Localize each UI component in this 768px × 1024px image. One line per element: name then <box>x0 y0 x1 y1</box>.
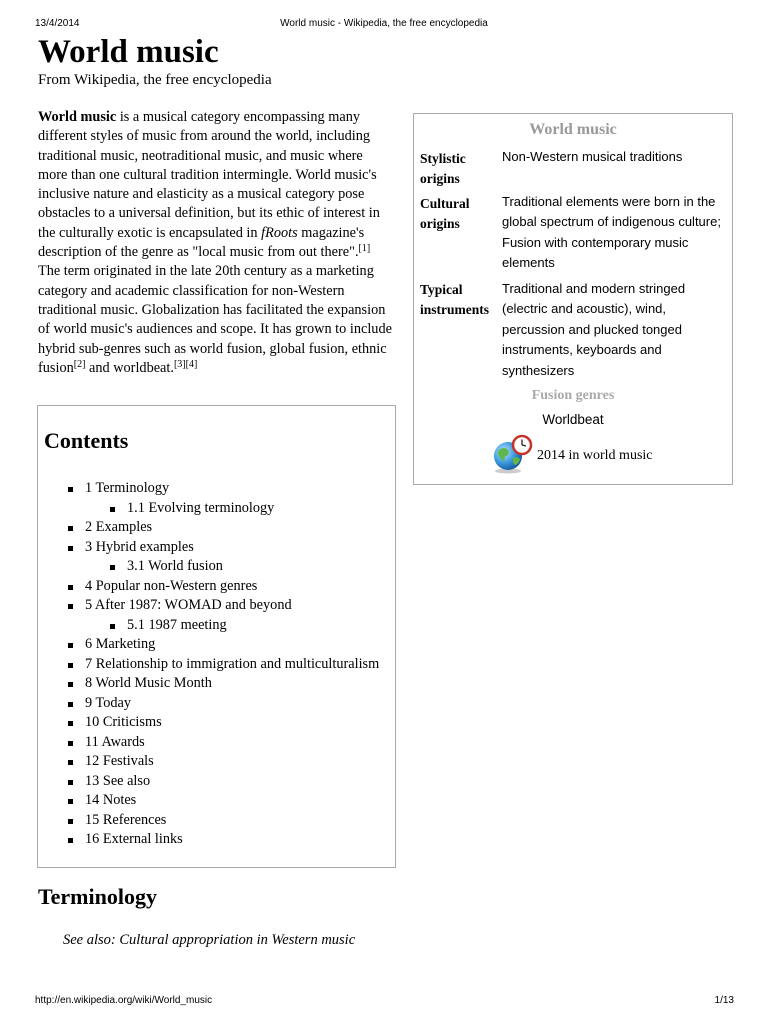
toc-item[interactable]: 2 Examples <box>38 518 379 538</box>
section-heading-terminology: Terminology <box>38 884 157 909</box>
toc-item[interactable]: 14 Notes <box>38 791 379 811</box>
toc-item[interactable]: 10 Criticisms <box>38 713 379 733</box>
toc-item[interactable]: 6 Marketing <box>38 635 379 655</box>
print-page-number: 1/13 <box>714 995 734 1006</box>
toc-list <box>38 479 379 850</box>
ref-1-link[interactable]: [1] <box>358 243 371 255</box>
article-tagline: From Wikipedia, the free encyclopedia <box>38 72 272 88</box>
print-date: 13/4/2014 <box>35 18 80 29</box>
ref-3-link[interactable]: [3] <box>173 358 186 370</box>
froots-link[interactable]: fRoots <box>261 224 298 241</box>
toc-item[interactable]: 3.1 World fusion <box>38 557 379 577</box>
intro-bold-term: World music <box>38 109 117 125</box>
infobox-value-typical-instruments: Traditional and modern stringed (electric and acoustic), wind, percussion and plucked tonged instruments, keyboards and synthesizers <box>502 281 686 378</box>
infobox-value-stylistic-origins[interactable]: Non-Western musical traditions <box>502 149 683 164</box>
infobox <box>413 113 733 485</box>
see-also-link[interactable]: See also: Cultural appropriation in Western music <box>63 932 356 948</box>
infobox-year-text[interactable]: 2014 in world music <box>537 448 653 463</box>
infobox-year-link[interactable] <box>491 436 653 476</box>
toc-item[interactable]: 8 World Music Month <box>38 674 379 694</box>
toc-item[interactable]: 7 Relationship to immigration and multiculturalism <box>38 655 379 675</box>
ref-4-link[interactable]: [4] <box>185 358 198 370</box>
infobox-title: World music <box>529 121 617 138</box>
print-url: http://en.wikipedia.org/wiki/World_music <box>35 995 213 1006</box>
toc-item[interactable]: 15 References <box>38 811 379 831</box>
intro-text-2: magazine's description of the genre as "local music from out there". <box>38 224 365 261</box>
intro-text-4: and worldbeat. <box>85 359 174 376</box>
infobox-label-cultural-origins: Cultural origins <box>420 196 470 231</box>
toc-title: Contents <box>44 428 129 453</box>
toc-item[interactable]: 5.1 1987 meeting <box>38 616 379 636</box>
toc-item[interactable]: 4 Popular non-Western genres <box>38 577 379 597</box>
infobox-label-stylistic-origins: Stylistic origins <box>420 151 466 186</box>
globe-clock-icon <box>491 434 535 479</box>
print-page-title: World music - Wikipedia, the free encyclopedia <box>280 18 488 29</box>
intro-paragraph <box>38 108 393 378</box>
infobox-value-cultural-origins: Traditional elements were born in the global spectrum of indigenous culture; Fusion with contemporary music elements <box>502 194 721 271</box>
toc-item[interactable]: 13 See also <box>38 772 379 792</box>
infobox-fusion-genres-heading: Fusion genres <box>531 388 615 403</box>
table-of-contents <box>37 405 396 868</box>
article-title: World music <box>38 34 219 70</box>
ref-2-link[interactable]: [2] <box>73 358 86 370</box>
toc-item[interactable]: 16 External links <box>38 830 379 850</box>
toc-item[interactable]: 3 Hybrid examples <box>38 538 379 558</box>
toc-item[interactable]: 9 Today <box>38 694 379 714</box>
intro-text-1: is a musical category encompassing many different styles of music from around the world, including traditional music, neotraditional music, and music where more than one cultural tradition intermingle. World music's inclusive nature and elasticity as a musical category pose obstacles to a universal definition, but its ethic of interest in the culturally exotic is encapsulated in <box>38 109 380 241</box>
toc-item[interactable]: 11 Awards <box>38 733 379 753</box>
toc-item[interactable]: 1.1 Evolving terminology <box>38 499 379 519</box>
intro-text-3: The term originated in the late 20th century as a marketing category and academic classification for non-Western traditional music. Globalization has facilitated the expansion of world music's audiences and scope. It has grown to include hybrid sub-genres such as world fusion, global fusion, ethnic fusion <box>38 263 392 376</box>
toc-item[interactable]: 12 Festivals <box>38 752 379 772</box>
toc-item[interactable]: 1 Terminology <box>38 479 379 499</box>
infobox-label-typical-instruments: Typical instruments <box>420 282 490 317</box>
toc-item[interactable]: 5 After 1987: WOMAD and beyond <box>38 596 379 616</box>
infobox-worldbeat-link[interactable]: Worldbeat <box>542 412 604 427</box>
